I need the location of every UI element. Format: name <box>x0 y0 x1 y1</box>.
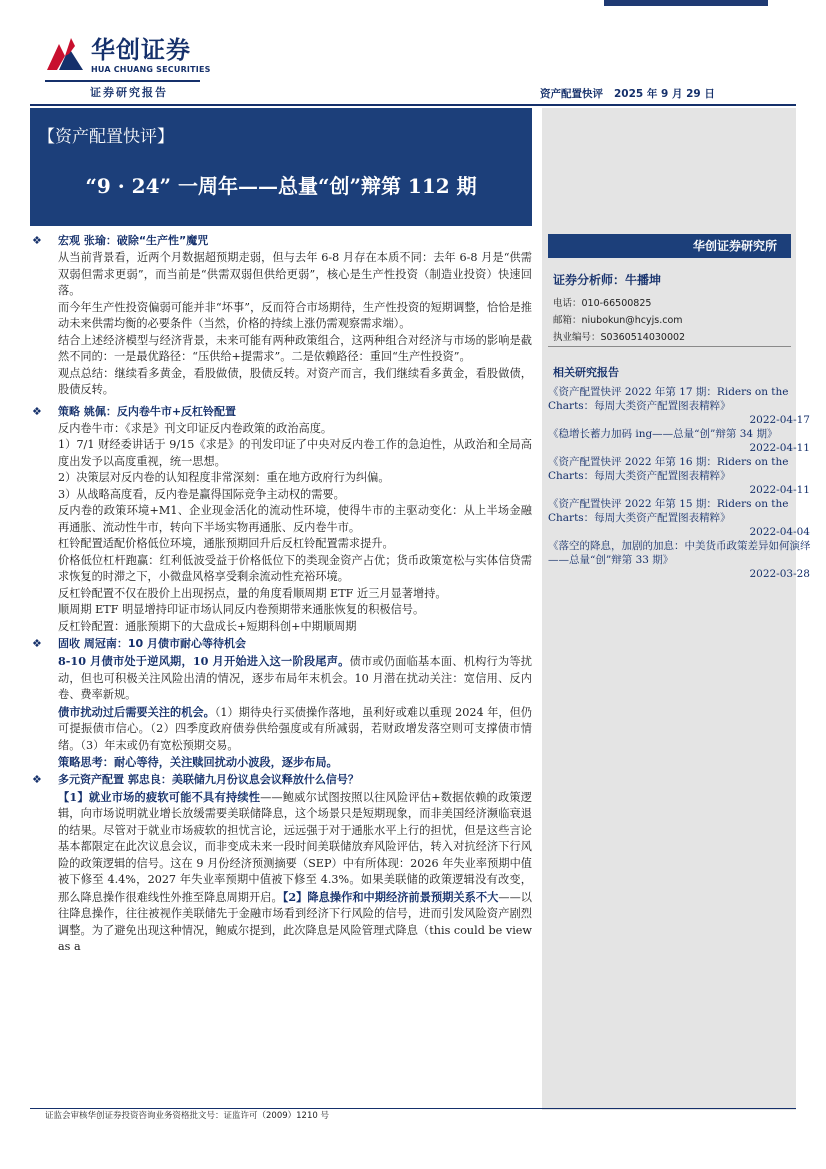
analyst-phone: 电话：010-66500825 <box>553 298 652 309</box>
research-institute-label: 华创证券研究所 <box>548 234 791 258</box>
paragraph: 债市扰动过后需要关注的机会。（1）期待央行买债操作落地，虽利好或难以重现 2024 年，但仍可提振债市信心。（2）四季度政府债券供给强度或有所减弱，若财政增发落空则可支撑债市情绪。（3）年末或仍有宽松预期交易。 <box>58 704 532 752</box>
hua-chuang-logo-icon <box>45 36 85 72</box>
footer-divider <box>30 1108 796 1109</box>
analyst-license: 执业编号：S0360514030002 <box>553 332 686 343</box>
related-report-date: 2022-04-04 <box>749 526 810 538</box>
related-report-date: 2022-03-28 <box>749 568 810 580</box>
paragraph: 价格低位杠杆跑赢：红利低波受益于价格低位下的类现金资产占优；货币政策宽松与实体信贷需求恢复的时滞之下，小微盘风格享受剩余流动性充裕环境。 <box>58 553 532 583</box>
diamond-bullet-icon: ❖ <box>32 234 42 247</box>
paragraph: 2）决策层对反内卷的认知程度非常深刻：重在地方政府行为纠偏。 <box>58 471 390 484</box>
related-reports-heading: 相关研究报告 <box>553 366 619 379</box>
logo-divider <box>45 80 200 82</box>
related-report-title[interactable]: 《资产配置快评 2022 年第 17 期：Riders on the Charts：每周大类资产配置图表精粹》 <box>548 386 789 412</box>
header-meta: 资产配置快评 2025 年 9 月 29 日 <box>540 88 715 100</box>
main-content <box>30 232 532 956</box>
sidebar-divider <box>548 346 791 347</box>
related-report-title[interactable]: 《资产配置快评 2022 年第 16 期：Riders on the Charts：每周大类资产配置图表精粹》 <box>548 456 789 482</box>
footer-license-text: 证监会审核华创证券投资咨询业务资格批文号：证监许可（2009）1210 号 <box>45 1111 329 1121</box>
paragraph: 反内卷的政策环境+M1、企业现金活化的流动性环境，使得牛市的主驱动变化：从上半场金融再通胀、流动性牛市，转向下半场实物再通胀、反内卷牛市。 <box>58 504 532 534</box>
diamond-bullet-icon: ❖ <box>32 772 42 786</box>
report-category: 【资产配置快评】 <box>38 127 174 147</box>
related-report-title[interactable]: 《资产配置快评 2022 年第 15 期：Riders on the Charts：每周大类资产配置图表精粹》 <box>548 498 789 524</box>
report-title: “9 · 24” 一周年——总量“创”辩第 112 期 <box>85 174 477 198</box>
paragraph: 顺周期 ETF 明显增持印证市场认同反内卷预期带来通胀恢复的积极信号。 <box>58 603 425 616</box>
related-report-title[interactable]: 《稳增长蓄力加码 ing——总量“创”辩第 34 期》 <box>548 428 778 440</box>
related-report-date: 2022-04-11 <box>749 484 810 496</box>
paragraph: 1）7/1 财经委讲话于 9/15《求是》的刊发印证了中央对反内卷工作的急迫性，从政治和全局高度出发予以高度重视，统一思想。 <box>58 438 532 468</box>
analyst-name: 证券分析师：牛播坤 <box>553 273 662 287</box>
paragraph: 观点总结：继续看多黄金，看股做债，股债反转。对资产而言，我们继续看多黄金，看股做债，股债反转。 <box>58 366 532 396</box>
strategy-thought: 策略思考：耐心等待，关注赎回扰动小波段，逐步布局。 <box>58 755 338 769</box>
paragraph: 结合上述经济模型与经济背景，未来可能有两种政策组合，这两种组合对经济与市场的影响是截然不同的：一是最优路径：“压供给+提需求”。二是依赖路径：重回“生产性投资”。 <box>58 333 532 363</box>
top-decorative-tab <box>604 0 768 6</box>
paragraph: 反杠铃配置：通胀预期下的大盘成长+短期科创+中期顺周期 <box>58 619 357 633</box>
paragraph: 杠铃配置适配价格低位环境，通胀预期回升后反杠铃配置需求提升。 <box>58 537 394 550</box>
diamond-bullet-icon: ❖ <box>32 637 42 650</box>
paragraph: 8-10 月债市处于逆风期，10 月开始进入这一阶段尾声。债市或仍面临基本面、机构行为等扰动，但也可积极关注风险出清的情况，逐步布局年末机会。10 月潜在扰动关注：宽信用、反内卷、费率新规。 <box>58 654 532 701</box>
diamond-bullet-icon: ❖ <box>32 404 42 418</box>
analyst-email[interactable]: 邮箱：niubokun@hcyjs.com <box>553 315 683 326</box>
paragraph: 【1】就业市场的疲软可能不具有持续性——鲍威尔试图按照以往风险评估+数据依赖的政策逻辑，向市场说明就业增长放缓需要美联储降息，这个场景只是短期现象，而非美国经济濒临衰退的结果。尽管对于就业市场疲软的担忧言论，远远强于对于通胀水平上行的担忧，但是这些言论基本都限定在此次议息会议，而非变成未来一段时间美联储放弃风险评估，转入对抗经济下行风险的政策逻辑的信号。这在 9 月份经济预测摘要（SEP）中有所体现：2026 年失业率预期中值被下修至 4.4%，2027 年失业率预期中值被下修至 4.3%。如果美联储的政策逻辑没有改变，那么降息操作很难线性外推至降息周期开启。【2】降息操作和中期经济前景预期关系不大——以往降息操作，往往被视作美联储先于金融市场看到经济下行风险的信号，进而引发风险资产剧烈调整。为了避免出现这种情况，鲍威尔提到，此次降息是风险管理式降息（this could be view as a <box>58 789 532 953</box>
section-heading-macro: ❖ 宏观 张瑜：破除“生产性”魔咒 <box>30 232 532 250</box>
section-heading-fixed-income: ❖ 固收 周冠南：10 月债市耐心等待机会 <box>30 635 532 653</box>
paragraph: 3）从战略高度看，反内卷是赢得国际竞争主动权的需要。 <box>58 487 345 501</box>
sidebar-panel <box>542 108 796 1110</box>
section-heading-strategy: ❖ 策略 姚佩：反内卷牛市+反杠铃配置 <box>30 403 532 421</box>
paragraph: 反内卷牛市：《求是》刊文印证反内卷政策的政治高度。 <box>58 421 333 435</box>
header-divider <box>30 104 796 106</box>
brand-name-en: HUA CHUANG SECURITIES <box>91 65 211 74</box>
related-report-date: 2022-04-11 <box>749 442 810 454</box>
related-report-title[interactable]: 《落空的降息，加剧的加息：中美货币政策差异如何演绎——总量“创”辩第 33 期》 <box>548 540 811 566</box>
paragraph: 而今年生产性投资偏弱可能并非“坏事”，反而符合市场期待，生产性投资的短期调整，恰恰是推动未来供需均衡的必要条件（当然，价格的持续上涨仍需观察需求端）。 <box>58 300 532 330</box>
related-report-date: 2022-04-17 <box>749 414 810 426</box>
brand-name-cn: 华创证券 <box>91 36 191 64</box>
report-type-label: 证券研究报告 <box>90 86 168 99</box>
paragraph: 反杠铃配置不仅在股价上出现拐点，量的角度看顺周期 ETF 近三月显著增持。 <box>58 586 447 600</box>
section-heading-allocation: ❖ 多元资产配置 郭忠良：美联储九月份议息会议释放什么信号？ <box>30 771 532 789</box>
paragraph: 从当前背景看，近两个月数据超预期走弱，但与去年 6-8 月存在本质不同：去年 6-8 月是“供需双弱但需求更弱”，而当前是“供需双弱但供给更弱”，核心是生产性投资（制造业投资）快速回落。 <box>58 251 532 297</box>
